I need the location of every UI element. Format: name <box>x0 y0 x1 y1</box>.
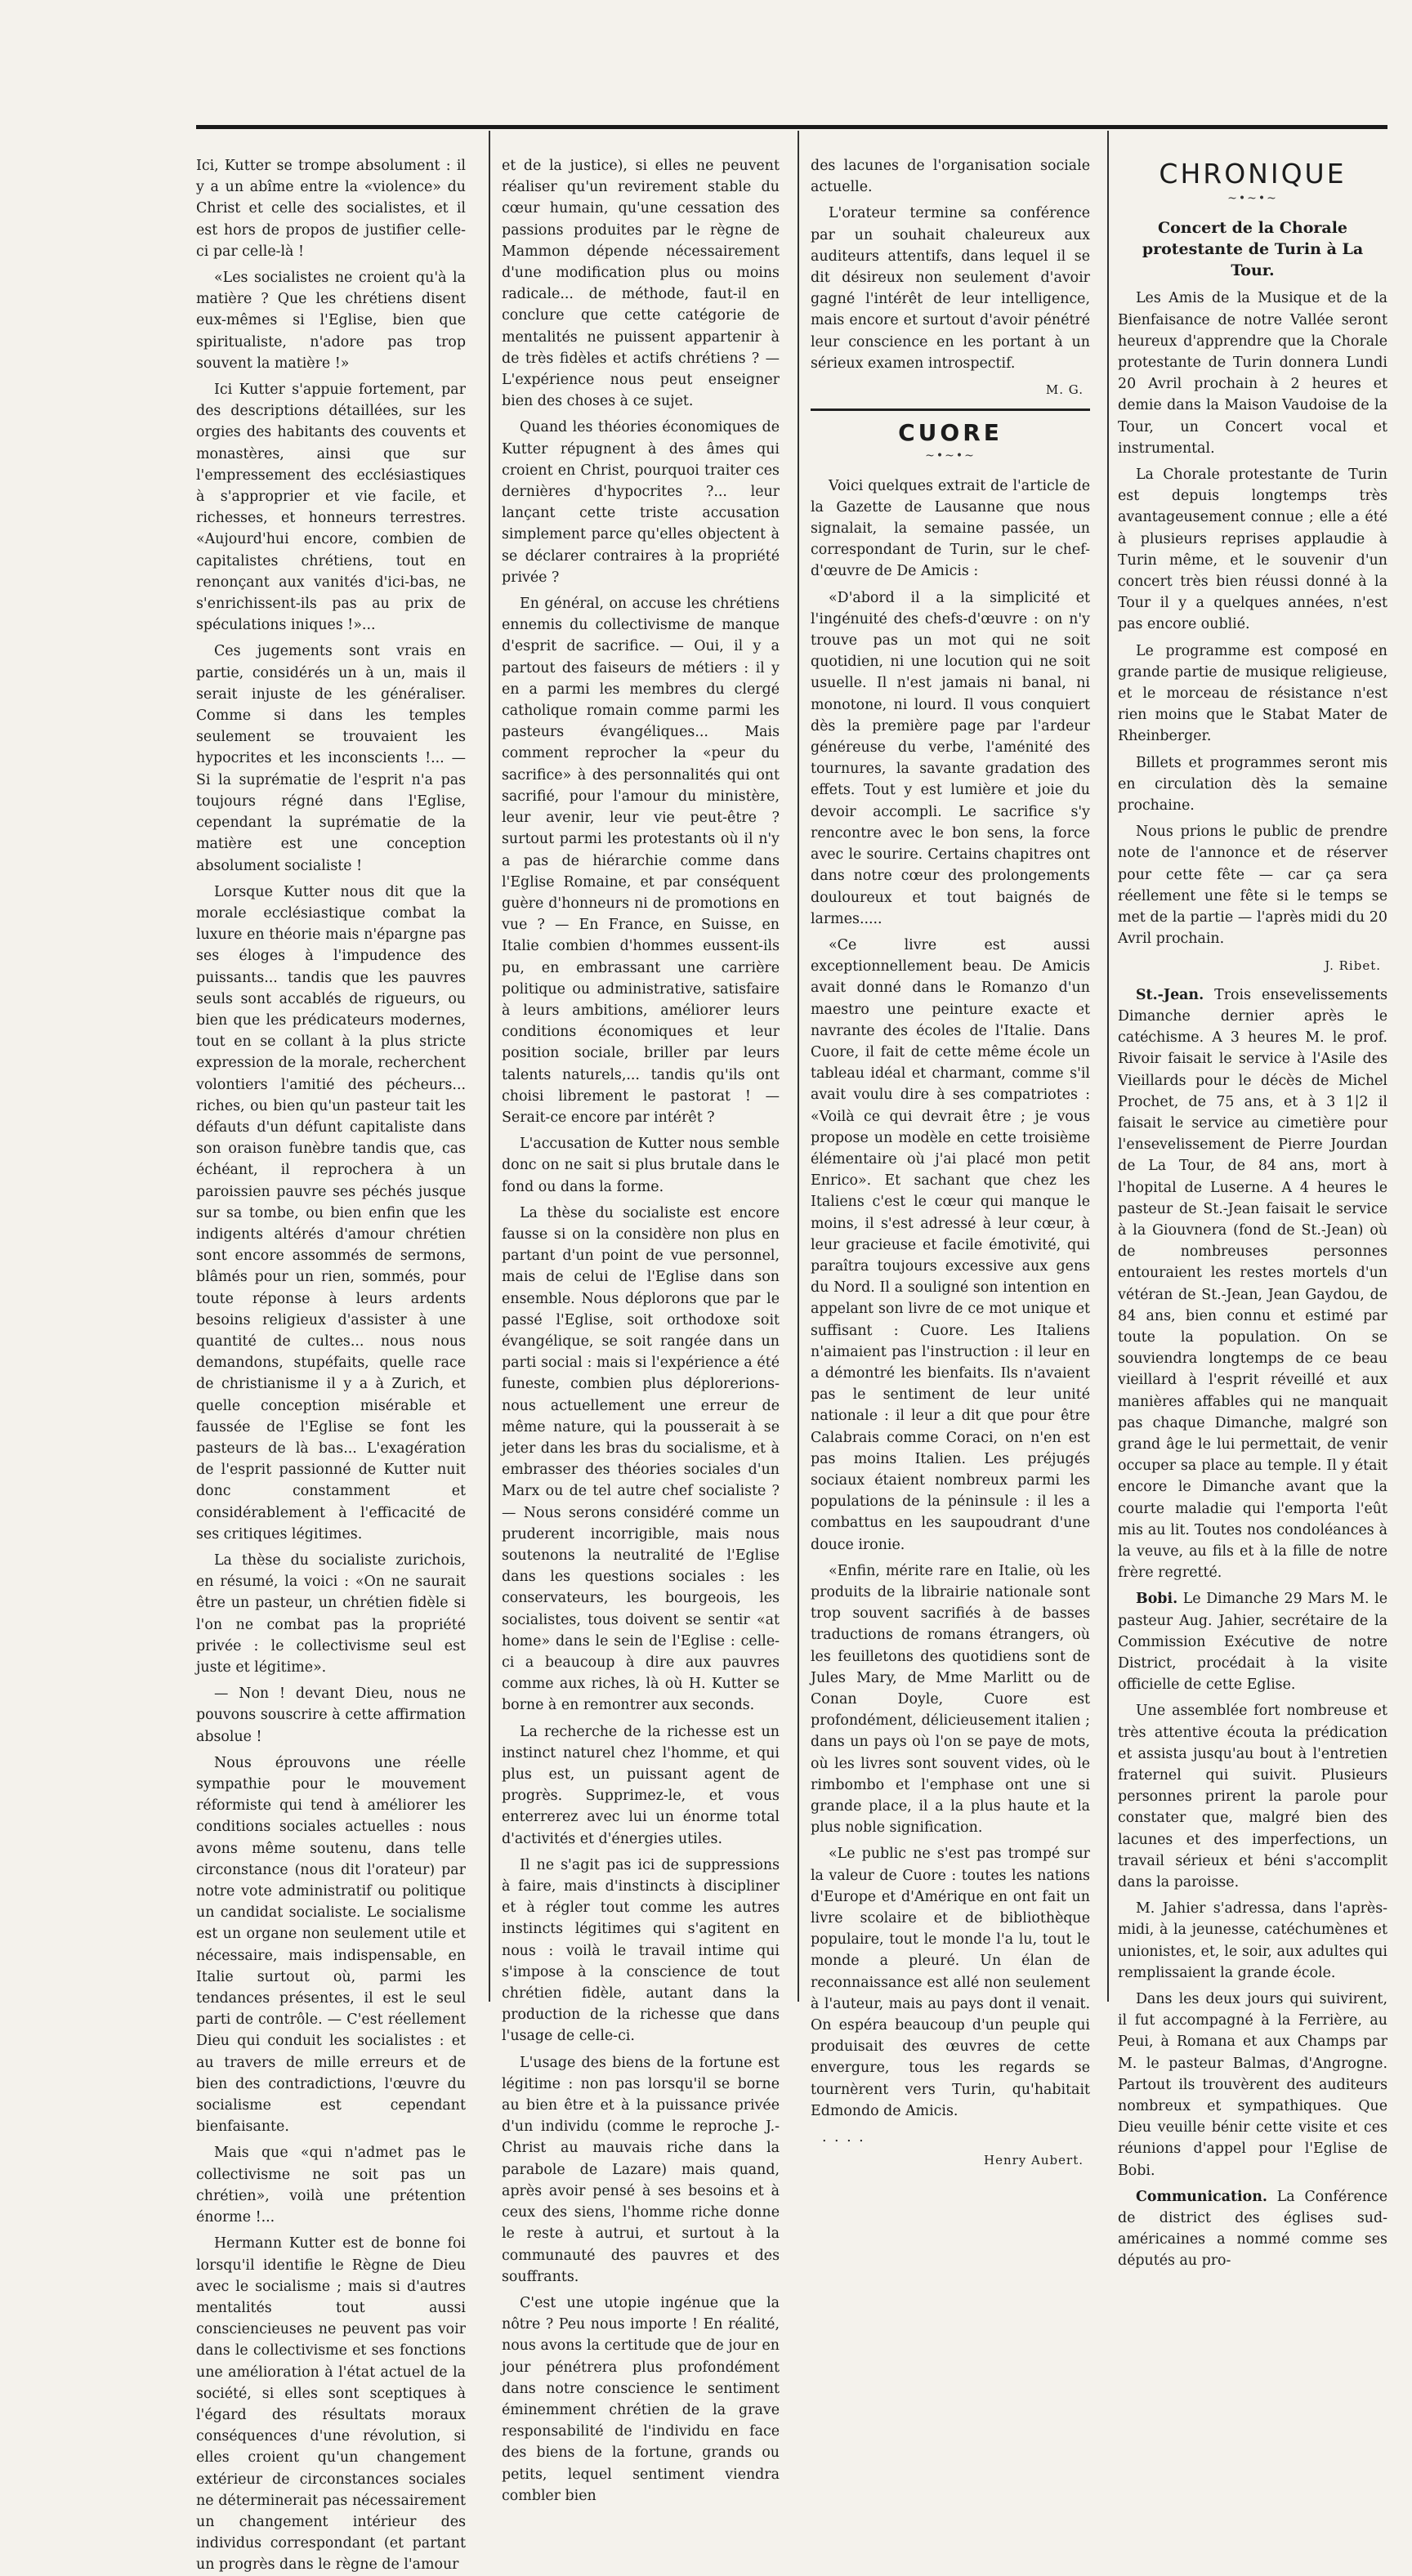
section-rule <box>811 408 1090 411</box>
paragraph: «Ce livre est aussi exceptionnellement beau. De Amicis avait donné dans le Romanzo d'un maestro une peinture exacte et navrante des écoles de l'Italie. Dans Cuore, il fait de cette même école un tableau idéal et charmant, comme s'il avait voulu dire à ses compatriotes : «Voilà ce qui devrait être ; je vous propose un modèle en cette troisième élémentaire où j'ai placé mon petit Enrico». Et sachant que chez les Italiens c'est le cœur qui manque le moins, il s'est adressé à leur cœur, à leur gracieuse et facile émotivité, qui paraîtra toujours excessive aux gens du Nord. Il a souligné son intention en appelant son livre de ce mot unique et suffisant : Cuore. Les Italiens n'aimaient pas l'instruction : il leur en a démontré les bienfaits. Ils n'avaient pas le sentiment de leur unité nationale : il leur a dit que pour être Calabrais comme Coraci, on n'en est pas moins Italien. Les préjugés sociaux étaient nombreux parmi les populations de la péninsule : il les a combattus en les saupoudrant d'une douce ironie. <box>811 936 1090 1553</box>
news-item-bobi <box>1118 1588 1387 1695</box>
column-3 <box>811 155 1090 2168</box>
column-divider-3 <box>1107 131 1109 2002</box>
paragraph: M. Jahier s'adressa, dans l'après-midi, à la jeunesse, catéchumènes et unionistes, et, le soir, aux adultes qui remplissaient la grande école. <box>1118 1900 1387 1981</box>
ornament-divider: ~•~•~ <box>1227 192 1278 206</box>
paragraph: Lorsque Kutter nous dit que la morale ecclésiastique combat la luxure en théorie mais n'épargne pas ses éloges à l'impudence des puissants... tandis que les pauvres seuls sont accablés de rigueurs, ou bien que les prédicateurs modernes, tout en se collant à la plus stricte expression de la morale, recherchent volontiers l'amitié des pécheurs... riches, ou bien qu'un pasteur tait les défauts d'un défunt capitaliste dans son oraison funèbre tandis que, cas échéant, il reprochera à un paroissien pauvre ses péchés jusque sur sa tombe, ou bien enfin que les indigents altérés d'amour chrétien sont encore assommés de sermons, blâmés pour un rien, sommés, pour toute réponse à leurs ardents besoins religieux d'assister à une quantité de cultes... nous nous demandons, stupéfaits, quelle race de christianisme il y a à Zurich, et quelle conception misérable et faussée de l'Eglise se font les pasteurs de là bas... L'exagération de l'esprit passionné de Kutter nuit donc constamment et considérablement à l'efficacité de ses critiques légitimes. <box>196 883 466 1542</box>
paragraph: — Non ! devant Dieu, nous ne pouvons souscrire à cette affirmation absolue ! <box>196 1685 466 1745</box>
signature: J. Ribet. <box>1325 958 1381 973</box>
section-title: CHRONIQUE <box>1159 158 1347 190</box>
column-divider-2 <box>798 131 799 2002</box>
section-title: CUORE <box>898 419 1003 447</box>
paragraph: La recherche de la richesse est un instinct naturel chez l'homme, et qui plus est, un puissant agent de progrès. Supprimez-le, et vous enterrerez avec lui un énorme total d'activités et d'énergies utiles. <box>502 1723 780 1847</box>
paragraph: Les Amis de la Musique et de la Bienfaisance de notre Vallée seront heureux d'apprendre que la Chorale protestante de Turin donnera Lundi 20 Avril prochain à 2 heures et demie dans la Maison Vaudoise de la Tour, un Concert vocal et instrumental. <box>1118 290 1387 457</box>
paragraph: des lacunes de l'organisation sociale actuelle. <box>811 158 1090 196</box>
paragraph: et de la justice), si elles ne peuvent réaliser qu'un revirement stable du cœur humain, qu'une cessation des passions produites par le règne de Mammon dépende nécessairement d'une modification plus ou moins radicale... de méthode, faut-il en conclure que cette catégorie de mentalités ne puissent appartenir à de très fidèles et actifs chrétiens ? — L'expérience nous peut enseigner bien des choses à ce sujet. <box>502 158 780 410</box>
ellipsis-dots: . . . . <box>822 2129 865 2146</box>
paragraph: «Le public ne s'est pas trompé sur la valeur de Cuore : toutes les nations d'Europe et d'Amérique en ont fait un livre scolaire et de bibliothèque populaire, tout le monde l'a lu, tout le monde a pleuré. Un élan de reconnaissance est allé non seulement à l'auteur, mais au pays dont il venait. On espéra beaucoup d'un peuple qui produisait des œuvres de cette envergure, tous les regards se tournèrent vers Turin, qu'habitait Edmondo de Amicis. <box>811 1846 1090 2119</box>
paragraph: Quand les théories économiques de Kutter répugnent à des âmes qui croient en Christ, pourquoi traiter ces dernières d'hypocrites ?... leur lançant cette triste accusation simplement parce qu'elles objectent à se déclarer contraires à la propriété privée ? <box>502 419 780 586</box>
paragraph: Une assemblée fort nombreuse et très attentive écouta la prédication et assista jusqu'au bout à l'entretien fraternel qui suivit. Plusieurs personnes prirent la parole pour constater que, malgré bien des lacunes et des imperfections, un travail sérieux et béni s'accomplit dans la paroisse. <box>1118 1703 1387 1891</box>
paragraph: Le programme est composé en grande partie de musique religieuse, et le morceau de résistance n'est rien moins que le Stabat Mater de Rheinberger. <box>1118 642 1387 745</box>
news-item-stjean <box>1118 984 1387 1584</box>
column-4 <box>1118 155 1387 2270</box>
ornament-divider: ~•~•~ <box>925 449 976 463</box>
paragraph: «D'abord il a la simplicité et l'ingénuité des chefs-d'œuvre : on n'y trouve pas un mot qui ne soit quotidien, ni une locution qui ne soit usuelle. Il n'est jamais ni banal, ni monotone, ni lourd. Il vous conquiert dès la première page par l'ardeur généreuse du verbe, l'aménité des tournures, la savante gradation des effets. Tout y est lumière et joie du devoir accompli. Le sacrifice s'y rencontre avec le bon sens, la force avec le sourire. Certains chapitres ont dans notre cœur des prolongements douloureux et tout baignés de larmes..... <box>811 589 1090 927</box>
signature: Henry Aubert. <box>984 2153 1084 2168</box>
header-rule <box>196 125 1387 129</box>
paragraph: La thèse du socialiste est encore fausse si on la considère non plus en partant d'un point de vue personnel, mais de celui de l'Eglise dans son ensemble. Nous déplorons que par le passé l'Eglise, soit orthodoxe soit évangélique, se soit rangée dans un parti social : mais si l'expérience a été funeste, combien plus déplorerions-nous actuellement une erreur de même nature, qui la pousserait à se jeter dans les bras du socialisme, et à embrasser des théories sociales d'un Marx ou de tel autre chef socialiste ? — Nous serons considéré comme un pruderent incorrigible, mais nous soutenons la neutralité de l'Eglise dans les questions sociales : les conservateurs, les bourgeois, les socialistes, tous doivent se sentir «at home» dans le sein de l'Eglise : celle-ci a beaucoup à dire aux pauvres comme aux riches, là où H. Kutter se borne à en remontrer aux seconds. <box>502 1204 780 1714</box>
paragraph: Hermann Kutter est de bonne foi lorsqu'il identifie le Règne de Dieu avec le socialisme ; mais si d'autres mentalités tout aussi consciencieuses ne peuvent pas voir dans le collectivisme et ses fonctions une amélioration à l'état actuel de la société, si elles sont sceptiques à l'égard des résultats moraux conséquences d'une révolution, si elles croient qu'un changement extérieur de circonstances sociales ne déterminerait pas nécessairement un changement intérieur des individus correspondant (et partant un progrès dans le règne de l'amour <box>196 2235 466 2574</box>
paragraph: La Chorale protestante de Turin est depuis longtemps très avantageusement connue ; elle a été à plusieurs reprises applaudie à Turin même, et le souvenir d'un concert très bien réussi donné à la Tour il y a quelques années, n'est pas encore oublié. <box>1118 467 1387 633</box>
news-text: Trois ensevelissements Dimanche dernier après le catéchisme. A 3 heures M. le prof. Rivoir faisait le service à l'Asile des Vieillards pour le décès de Michel Prochet, de 75 ans, et à 3 1|2 il faisait le service au cimetière pour l'ensevelissement de Pierre Jourdan de La Tour, de 84 ans, mort à l'hopital de Luserne. A 4 heures le pasteur de St.-Jean faisait le service à la Giouvnera (fond de St.-Jean) où de nombreuses personnes entouraient les restes mortels d'un vétéran de St.-Jean, Jean Gaydou, de 84 ans, bien connu et estimé par toute la population. On se souviendra longtemps de ce beau vieillard à l'esprit réveillé et aux manières affables qui ne manquait pas chaque Dimanche, malgré son grand âge le lui permettait, de venir occuper sa place au temple. Il y était encore le Dimanche avant que la courte maladie qui l'emporta l'eût mis au lit. Toutes nos condoléances à la veuve, au fils et à la fille de notre frère regretté. <box>1118 986 1387 1582</box>
paragraph: «Enfin, mérite rare en Italie, où les produits de la librairie nationale sont trop souvent sacrifiés à de basses traductions de romans étrangers, où les feuilletons des quotidiens sont de Jules Mary, de Mme Marlitt ou de Conan Doyle, Cuore est profondément, délicieusement italien ; dans un pays où l'on se paye de mots, où les livres sont souvent vides, où le rimbombo et l'emphase ont une si grande place, il a la plus haute et la plus noble signification. <box>811 1562 1090 1837</box>
signature: M. G. <box>1045 382 1084 398</box>
paragraph: L'orateur termine sa conférence par un souhait chaleureux aux auditeurs attentifs, dans lequel il se dit désireux non seulement d'avoir gagné l'intérêt de leur intelligence, mais encore et surtout d'avoir pénétré leur conscience en les portant à un sérieux examen introspectif. <box>811 205 1090 372</box>
paragraph: Ici, Kutter se trompe absolument : il y a un abîme entre la «violence» du Christ et celle des socialistes, et il est hors de propos de justifier celle-ci par celle-là ! <box>196 158 466 260</box>
article-title: Concert de la Chorale protestante de Turin à La Tour. <box>1142 219 1364 280</box>
paragraph: En général, on accuse les chrétiens ennemis du collectivisme de manque d'esprit de sacrifice. — Oui, il y a partout des faiseurs de métiers : il y en a parmi les membres du clergé catholique romain comme parmi les pasteurs évangéliques... Mais comment reprocher la «peur du sacrifice» à des personnalités qui ont sacrifié, pour l'amour du ministère, leur avenir, leur vie peut-être ? surtout parmi les protestants où il n'y a pas de hiérarchie comme dans l'Eglise Romaine, et par conséquent guère d'honneurs ni de promotions en vue ? — En France, en Suisse, en Italie combien d'hommes eussent-ils pu, en embrassant une carrière politique ou administrative, satisfaire à leurs ambitions, améliorer leurs conditions économiques et leur position sociale, briller par leurs talents naturels,... tandis qu'ils ont choisi librement le pastorat ! — Serait-ce encore par intérêt ? <box>502 596 780 1126</box>
runin-heading: Communication. <box>1136 2188 1267 2205</box>
paragraph: Mais que «qui n'admet pas le collectivisme ne soit pas un chrétien», voilà une prétention énorme !... <box>196 2145 466 2226</box>
paragraph: Dans les deux jours qui suivirent, il fut accompagné à la Ferrière, au Peui, à Romana et aux Champs par M. le pasteur Balmas, d'Angrogne. Partout ils trouvèrent des auditeurs nombreux et sympathiques. Que Dieu veuille bénir cette visite et ces réunions d'appel pour l'Eglise de Bobi. <box>1118 1991 1387 2179</box>
paragraph: L'accusation de Kutter nous semble donc on ne sait si plus brutale dans le fond ou dans la forme. <box>502 1136 780 1195</box>
paragraph: Nous éprouvons une réelle sympathie pour le mouvement réformiste qui tend à améliorer les conditions sociales actuelles : nous avons même soutenu, dans telle circonstance (nous dit l'orateur) par notre vote administratif ou politique un candidat socialiste. Le socialisme est un organe non seulement utile et nécessaire, mais indispensable, en Italie surtout où, parmi les tendances présentes, il est le seul parti de contrôle. — C'est réellement Dieu qui conduit les socialistes : et au travers de mille erreurs et de bien des contradictions, l'œuvre du socialisme est cependant bienfaisante. <box>196 1754 466 2136</box>
column-divider-1 <box>489 131 490 2002</box>
column-1 <box>196 155 466 2574</box>
paragraph: C'est une utopie ingénue que la nôtre ? Peu nous importe ! En réalité, nous avons la certitude que de jour en jour pénétrera plus profondément dans notre conscience le sentiment éminemment chrétien de la grave responsabilité de l'individu en face des biens de la fortune, grands ou petits, lequel sentiment viendra combler bien <box>502 2294 780 2504</box>
paragraph: Voici quelques extrait de l'article de la Gazette de Lausanne que nous signalait, la semaine passée, un correspondant de Turin, sur le chef-d'œuvre de De Amicis : <box>811 477 1090 580</box>
paragraph: Ici Kutter s'appuie fortement, par des descriptions détaillées, sur les orgies des habitants des couvents et monastères, ainsi que sur l'empressement des ecclésiastiques à s'approprier et vie facile, et richesses, et honneurs terrestres. «Aujourd'hui encore, combien de capitalistes chrétiens, tout en renonçant aux vanités d'ici-bas, ne s'enrichissent-ils pas au prix de spéculations iniques !»... <box>196 382 466 634</box>
paragraph: «Les socialistes ne croient qu'à la matière ? Que les chrétiens disent eux-mêmes si l'Eglise, bien que spiritualiste, n'adore pas trop souvent la matière !» <box>196 270 466 372</box>
runin-heading: St.-Jean. <box>1136 986 1204 1003</box>
news-item-communication <box>1118 2186 1387 2272</box>
paragraph: Il ne s'agit pas ici de suppressions à faire, mais d'instincts à discipliner et à régler tout comme les autres instincts légitimes qui s'agitent en nous : voilà le travail intime qui s'impose à la conscience de tout chrétien fidèle, autant dans la production de la richesse que dans l'usage de celle-ci. <box>502 1856 780 2045</box>
paragraph: Billets et programmes seront mis en circulation dès la semaine prochaine. <box>1118 754 1387 815</box>
paragraph: Ces jugements sont vrais en partie, considérés un à un, mais il serait injuste de les généraliser. Comme si dans les temples seulement se trouvaient les hypocrites et les inconscients !... — Si la suprématie de l'esprit n'a pas toujours régné dans l'Eglise, cependant la suprématie de la matière est une conception absolument socialiste ! <box>196 643 466 874</box>
paragraph: L'usage des biens de la fortune est légitime : non pas lorsqu'il se borne au bien être et à la puissance privée d'un individu (comme le reproche J.-Christ au mauvais riche dans la parabole de Lazare) mais quand, après avoir pensé à ses besoins et à ceux des siens, l'homme riche donne le reste à autrui, et surtout à la communauté des pauvres et des souffrants. <box>502 2054 780 2285</box>
news-text: Le Dimanche 29 Mars M. le pasteur Aug. Jahier, secrétaire de la Commission Exécutive de notre District, procédait à la visite officielle de cette Eglise. <box>1118 1591 1387 1694</box>
paragraph: La thèse du socialiste zurichois, en résumé, la voici : «On ne saurait être un pasteur, un chrétien fidèle si l'on ne combat pas la propriété privée : le collectivisme seul est juste et légitime». <box>196 1552 466 1676</box>
runin-heading: Bobi. <box>1136 1591 1178 1608</box>
paragraph: Nous prions le public de prendre note de l'annonce et de réserver pour cette fête — car ça sera réellement une fête si le temps se met de la partie — l'après midi du 20 Avril prochain. <box>1118 824 1387 948</box>
news-text: La Conférence de district des églises sud-américaines a nommé comme ses députés au pro- <box>1118 2188 1387 2270</box>
column-2 <box>502 155 780 2504</box>
